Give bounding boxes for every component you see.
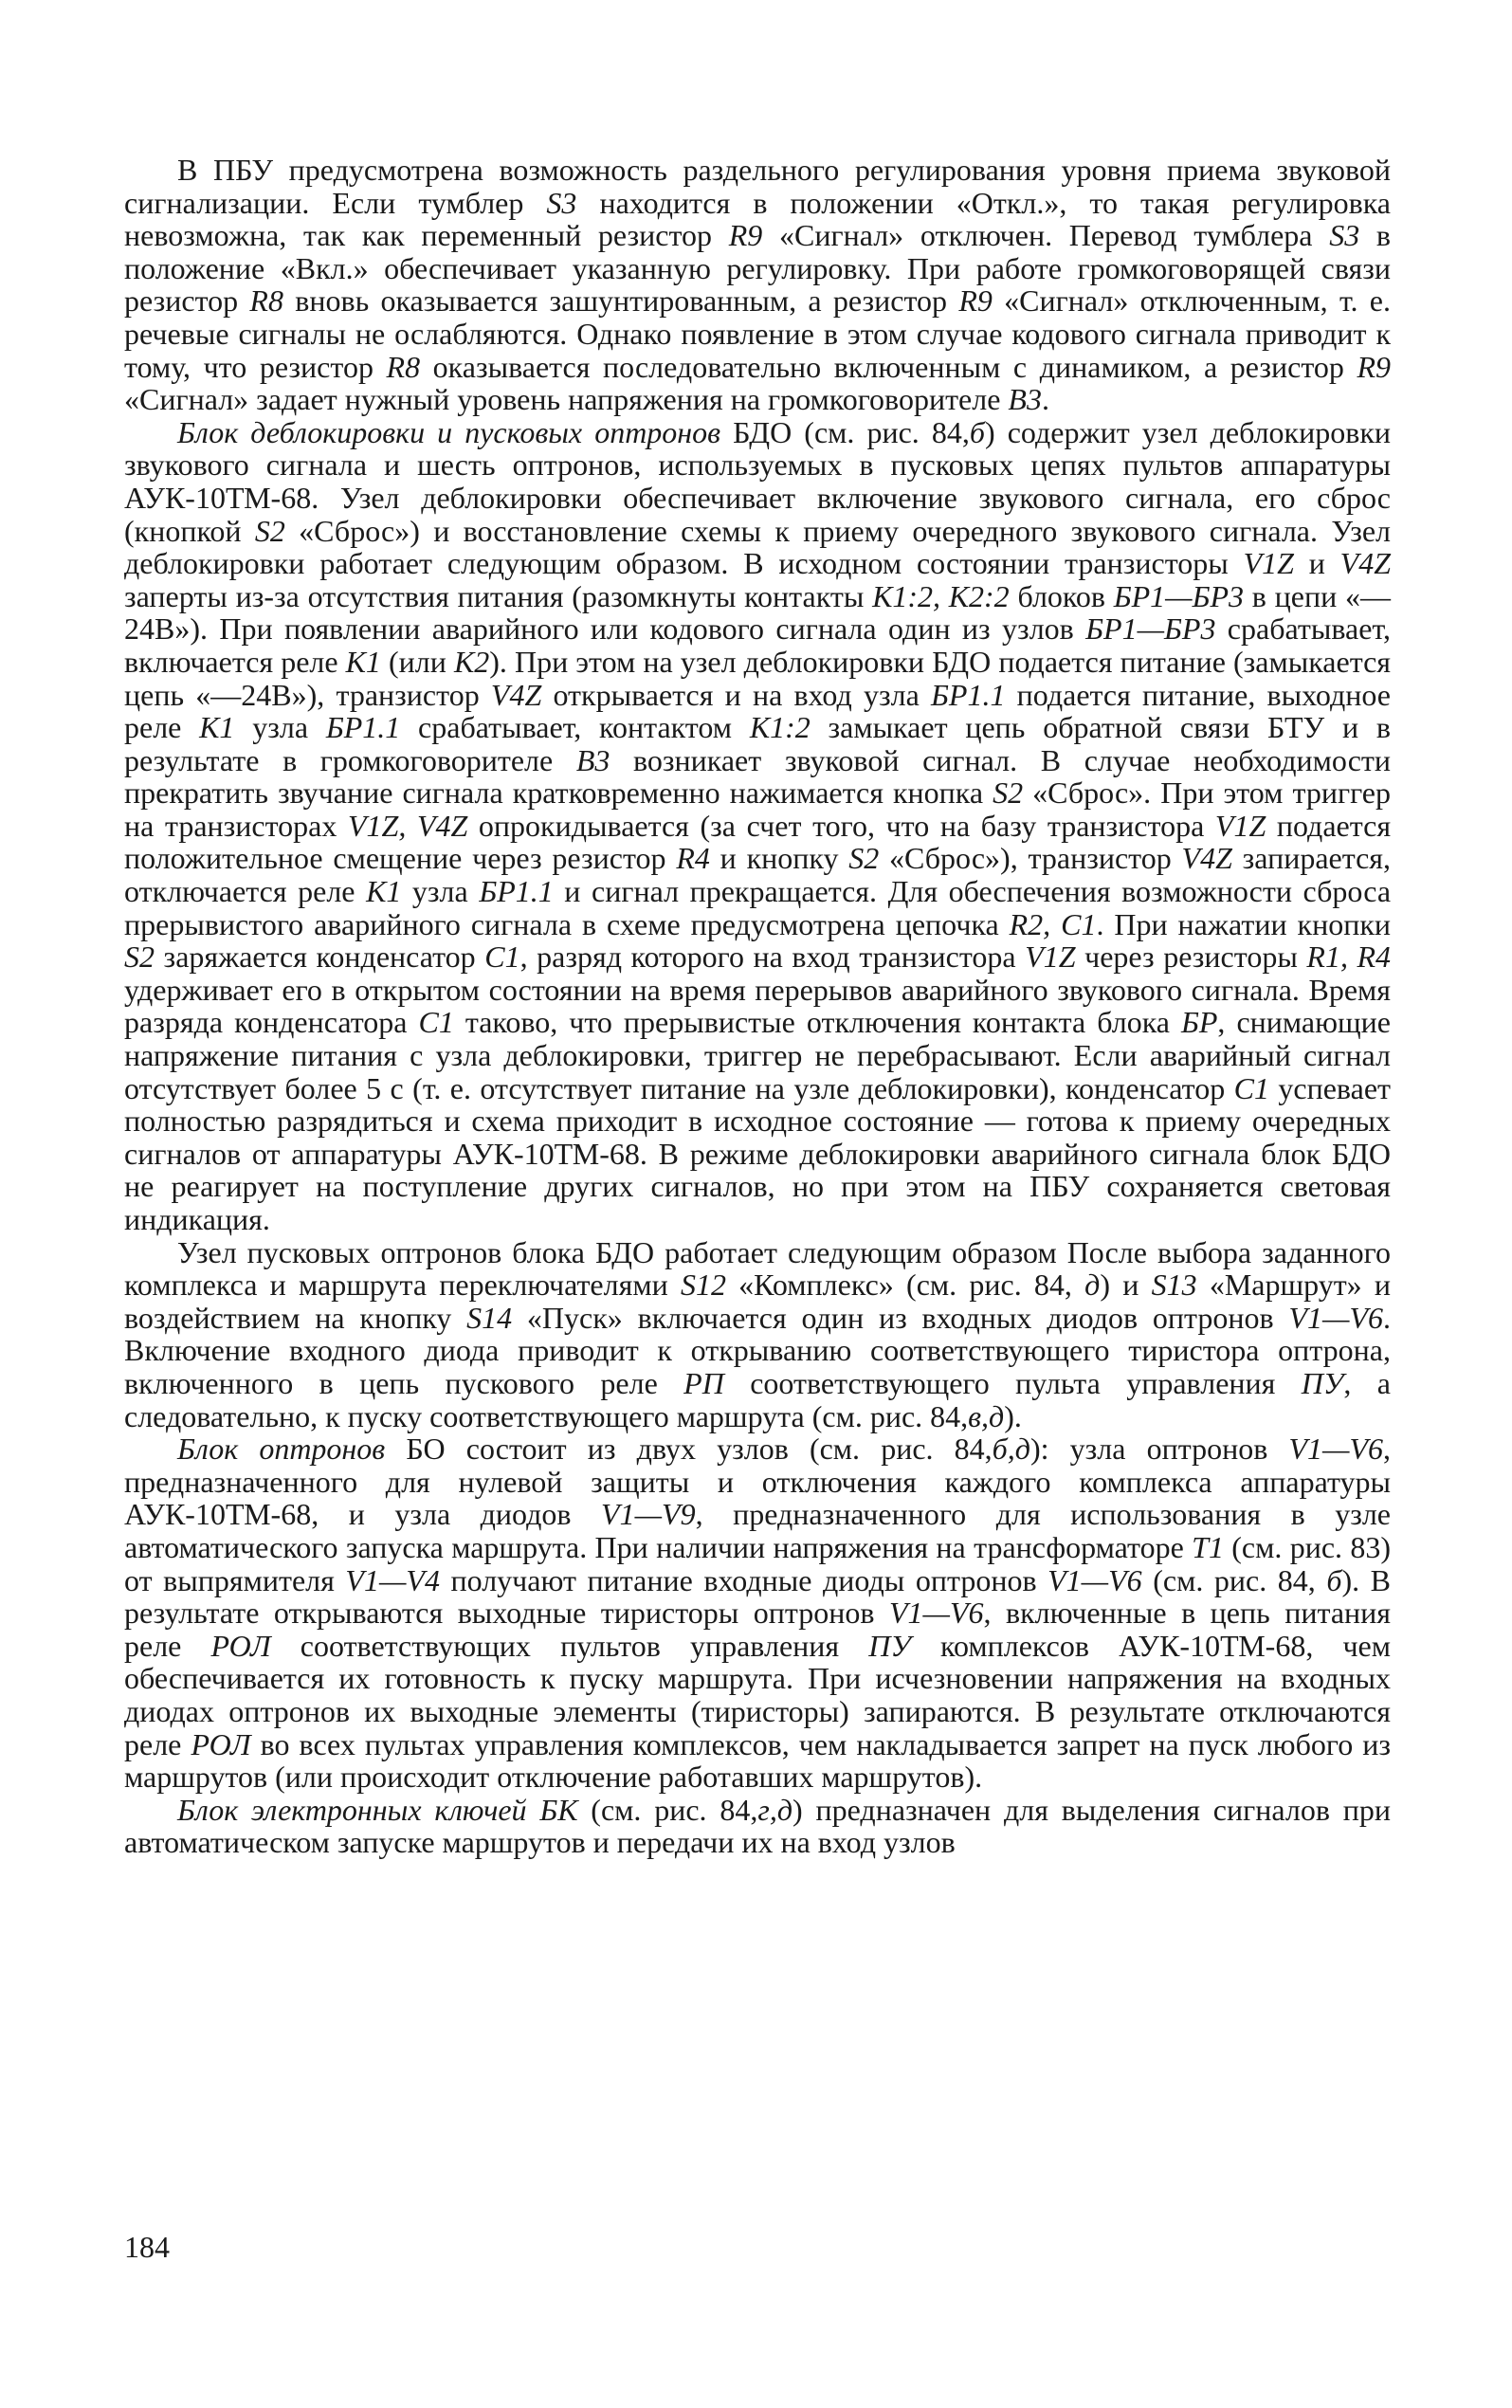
italic-run: V1—V6	[1288, 1432, 1384, 1467]
text-run: и сигнал прекращается. Для обеспечения возможности сброса прерывистого аварийного сигнала в схеме предусмотрена цепочка	[124, 874, 1392, 941]
text-run: блоков	[1009, 578, 1114, 613]
italic-run: д	[1084, 1268, 1101, 1303]
italic-run: R9	[1357, 349, 1392, 384]
italic-run: РП	[683, 1365, 724, 1400]
italic-run: V1—V6	[888, 1596, 984, 1631]
italic-run: V1—V6	[1047, 1562, 1142, 1597]
italic-run: К1:2, К2:2	[872, 578, 1010, 613]
paragraph-1	[124, 154, 1391, 416]
italic-run: C1	[1233, 1070, 1269, 1105]
text-run: «Сброс»), транзистор	[879, 841, 1182, 876]
text-run: ): узла оптронов	[1029, 1432, 1289, 1467]
italic-run: БР1—БР3	[1085, 611, 1216, 647]
italic-run: Блок деблокировки и пусковых оптронов	[177, 414, 721, 449]
italic-run: B3	[1008, 382, 1042, 417]
page-number: 184	[124, 2230, 170, 2264]
italic-run: Блок электронных ключей БК	[177, 1792, 578, 1827]
text-run: и	[1293, 546, 1340, 581]
text-run: оказывается последовательно включенным с динамиком, а резистор	[420, 349, 1357, 384]
text-run: соответствующих пультов управления	[270, 1628, 869, 1663]
text-run: узла	[234, 710, 326, 745]
text-run: в положение «Вкл.» обеспечивает указанную регулировку. При работе громкоговорящей связи резистор	[124, 218, 1392, 319]
text-run: замыкает цепь обратной связи БТУ и в результате в громкоговорителе	[124, 710, 1392, 777]
italic-run: Блок оптронов	[177, 1432, 386, 1467]
text-run: БО состоит из двух узлов (см. рис. 84,	[385, 1432, 993, 1467]
text-run: , включенные в цепь питания реле	[124, 1596, 1392, 1663]
italic-run: S3	[1329, 218, 1360, 253]
italic-run: в,д	[968, 1398, 1005, 1433]
italic-run: S3	[546, 185, 577, 220]
text-run: находится в положении «Откл.», то такая регулировка невозможна, так как переменный резистор	[124, 185, 1391, 253]
text-run: таково, что прерывистые отключения контакта блока	[453, 1005, 1181, 1040]
text-run: БДО (см. рис. 84,	[720, 414, 970, 449]
text-run: , а следовательно, к пуску соответствующего маршрута (см. рис. 84,	[124, 1365, 1392, 1433]
text-run: узла	[401, 874, 480, 909]
italic-run: S2	[848, 841, 880, 876]
italic-run: R2, C1	[1009, 906, 1097, 941]
text-run: , снимающие напряжение питания с узла деблокировки, триггер не перебрасывают. Если аварийный сигнал отсутствует более 5 с (т. е. отсутствует питание на узле деблокировки), конденсатор	[124, 1005, 1391, 1105]
text-run: ) содержит узел деблокировки звукового сигнала и шесть оптронов, используемых в пусковых цепях пультов аппаратуры АУК-10ТМ-68. Узел деблокировки обеспечивает включение звукового сигнала, его сброс (кнопкой	[124, 414, 1392, 548]
text-run: , предназначенного для использования в узле автоматического запуска маршрута. При наличии напряжения на трансформаторе	[124, 1497, 1392, 1564]
italic-run: БР1.1	[325, 710, 401, 745]
text-run: «Сигнал» отключенным, т. е. речевые сигналы не ослабляются. Однако появление в этом случае кодового сигнала приводит к тому, что резистор	[124, 283, 1391, 384]
text-run: . При нажатии кнопки	[1096, 906, 1391, 941]
italic-run: T1	[1192, 1529, 1224, 1564]
text-run: ) и	[1100, 1268, 1152, 1303]
italic-run: R8	[249, 283, 283, 319]
text-run: «Сброс». При этом триггер на транзисторах	[124, 775, 1392, 843]
italic-run: ПУ	[1301, 1365, 1344, 1400]
paragraph-3	[124, 1236, 1391, 1433]
italic-run: К1:2	[749, 710, 811, 745]
text-run: получают питание входные диоды оптронов	[439, 1562, 1048, 1597]
italic-run: R8	[386, 349, 421, 384]
text-run: (или	[380, 644, 454, 679]
text-run: .	[1041, 382, 1049, 417]
italic-run: C1	[484, 939, 520, 975]
text-run: , предназначенного для нулевой защиты и отключения каждого комплекса аппаратуры АУК-10ТМ-68, и узла диодов	[124, 1432, 1392, 1532]
text-run: срабатывает, включается реле	[124, 611, 1392, 679]
text-run: вновь оказывается зашунтированным, а резистор	[282, 283, 959, 319]
italic-run: V4Z	[490, 677, 542, 712]
text-run: открывается и на вход узла	[541, 677, 932, 712]
paragraph-4	[124, 1432, 1391, 1794]
italic-run: V1Z	[1025, 939, 1076, 975]
text-run: ). В результате открываются выходные тиристоры оптронов	[124, 1562, 1391, 1631]
text-run: срабатывает, контактом	[400, 710, 750, 745]
italic-run: К2	[453, 644, 490, 679]
italic-run: б	[1326, 1562, 1342, 1597]
text-run: через резисторы	[1075, 939, 1307, 975]
text-run: комплексов АУК-10ТМ-68, чем обеспечивается их готовность к пуску маршрута. При исчезновении напряжения на входных диодах оптронов их выходные элементы (тиристоры) запираются. В результате отключаются реле	[124, 1628, 1392, 1761]
text-run: (см. рис. 84,	[1141, 1562, 1327, 1597]
text-run: заряжается конденсатор	[155, 939, 485, 975]
italic-run: б	[969, 414, 985, 449]
text-run: и кнопку	[709, 841, 849, 876]
italic-run: R1, R4	[1306, 939, 1392, 975]
text-run: «Сигнал» задает нужный уровень напряжения на громкоговорителе	[124, 382, 1009, 417]
paragraph-2	[124, 416, 1391, 1236]
italic-run: БР	[1181, 1005, 1218, 1040]
text-run: успевает полностью разрядиться и схема приходит в исходное состояние — готова к приему очередных сигналов от аппаратуры АУК-10ТМ-68. В режиме деблокировки аварийного сигнала блок БДО не реагирует на поступление других сигналов, но при этом на ПБУ сохраняется световая индикация.	[124, 1070, 1392, 1236]
italic-run: БР1.1	[479, 874, 554, 909]
italic-run: РОЛ	[191, 1726, 251, 1761]
italic-run: V1—V6	[1288, 1300, 1384, 1335]
text-run: «Сигнал» отключен. Перевод тумблера	[762, 218, 1330, 253]
italic-run: V1—V4	[345, 1562, 440, 1597]
text-run: запирается, отключается реле	[124, 841, 1392, 909]
italic-run: S14	[466, 1300, 513, 1335]
text-run: опрокидывается (за счет того, что на базу транзистора	[467, 808, 1215, 843]
text-run: «Пуск» включается один из входных диодов оптронов	[512, 1300, 1289, 1335]
text-run: соответствующего пульта управления	[723, 1365, 1302, 1400]
text-run: (см. рис. 83) от выпрямителя	[124, 1529, 1392, 1597]
text-run: подается питание, выходное реле	[124, 677, 1392, 745]
text-run: подается положительное смещение через резистор	[124, 808, 1392, 876]
text-run: ) предназначен для выделения сигналов при автоматическом запуске маршрутов и передачи их на вход узлов	[124, 1792, 1392, 1860]
italic-run: г,д	[757, 1792, 793, 1827]
italic-run: БР1—БР3	[1113, 578, 1245, 613]
italic-run: ПУ	[868, 1628, 911, 1663]
italic-run: V1Z	[1243, 546, 1294, 581]
text-run: ).	[1004, 1398, 1022, 1433]
paragraph-5	[124, 1794, 1391, 1859]
italic-run: К1	[345, 644, 381, 679]
text-run: возникает звуковой сигнал. В случае необходимости прекратить звучание сигнала кратковременно нажимается кнопка	[124, 742, 1391, 811]
italic-run: R9	[728, 218, 763, 253]
italic-run: РОЛ	[210, 1628, 271, 1663]
italic-run: V4Z	[1181, 841, 1232, 876]
italic-run: S2	[254, 513, 285, 548]
text-run: «Маршрут» и воздействием на кнопку	[124, 1268, 1392, 1335]
italic-run: V1—V9	[601, 1497, 696, 1532]
text-run: Узел пусковых оптронов блока БДО работает следующим образом После выбора заданного комплекса и маршрута переключателями	[124, 1234, 1391, 1303]
text-run: заперты из-за отсутствия питания (разомкнуты контакты	[124, 578, 873, 613]
italic-run: R9	[958, 283, 993, 319]
text-run: удерживает его в открытом состоянии на время перерывов аварийного звукового сигнала. Время разряда конденсатора	[124, 972, 1391, 1040]
main-text	[124, 154, 1391, 1859]
italic-run: B3	[575, 742, 610, 777]
text-run: . Включение входного диода приводит к открыванию соответствующего тиристора оптрона, включенного в цепь пускового реле	[124, 1300, 1392, 1400]
italic-run: R4	[676, 841, 710, 876]
italic-run: S2	[124, 939, 155, 975]
italic-run: БР1.1	[931, 677, 1006, 712]
italic-run: C1	[418, 1005, 454, 1040]
italic-run: S12	[680, 1268, 726, 1303]
italic-run: S13	[1151, 1268, 1197, 1303]
italic-run: V1Z, V4Z	[348, 808, 468, 843]
italic-run: К1	[199, 710, 235, 745]
italic-run: б,д	[992, 1432, 1030, 1467]
text-run: В ПБУ предусмотрена возможность раздельного регулирования уровня приема звуковой сигнализации. Если тумблер	[124, 153, 1391, 220]
text-run: во всех пультах управления комплексов, чем накладывается запрет на пуск любого из маршрутов (или происходит отключение работавших маршрутов).	[124, 1726, 1392, 1795]
italic-run: V1Z	[1214, 808, 1266, 843]
text-run: , разряд которого на вход транзистора	[519, 939, 1026, 975]
italic-run: К1	[366, 874, 402, 909]
text-run: в цепи «—24В»). При появлении аварийного или кодового сигнала один из узлов	[124, 578, 1392, 647]
text-run: (см. рис. 84,	[577, 1792, 758, 1827]
italic-run: S2	[993, 775, 1024, 811]
text-run: «Сброс») и восстановление схемы к приему очередного звукового сигнала. Узел деблокировки работает следующим образом. В исходном состоянии транзисторы	[124, 513, 1392, 581]
text-run: «Комплекс» (см. рис. 84,	[725, 1268, 1085, 1303]
italic-run: V4Z	[1339, 546, 1392, 581]
text-run: ). При этом на узел деблокировки БДО подается питание (замыкается цепь «—24В»), транзистор	[124, 644, 1392, 712]
